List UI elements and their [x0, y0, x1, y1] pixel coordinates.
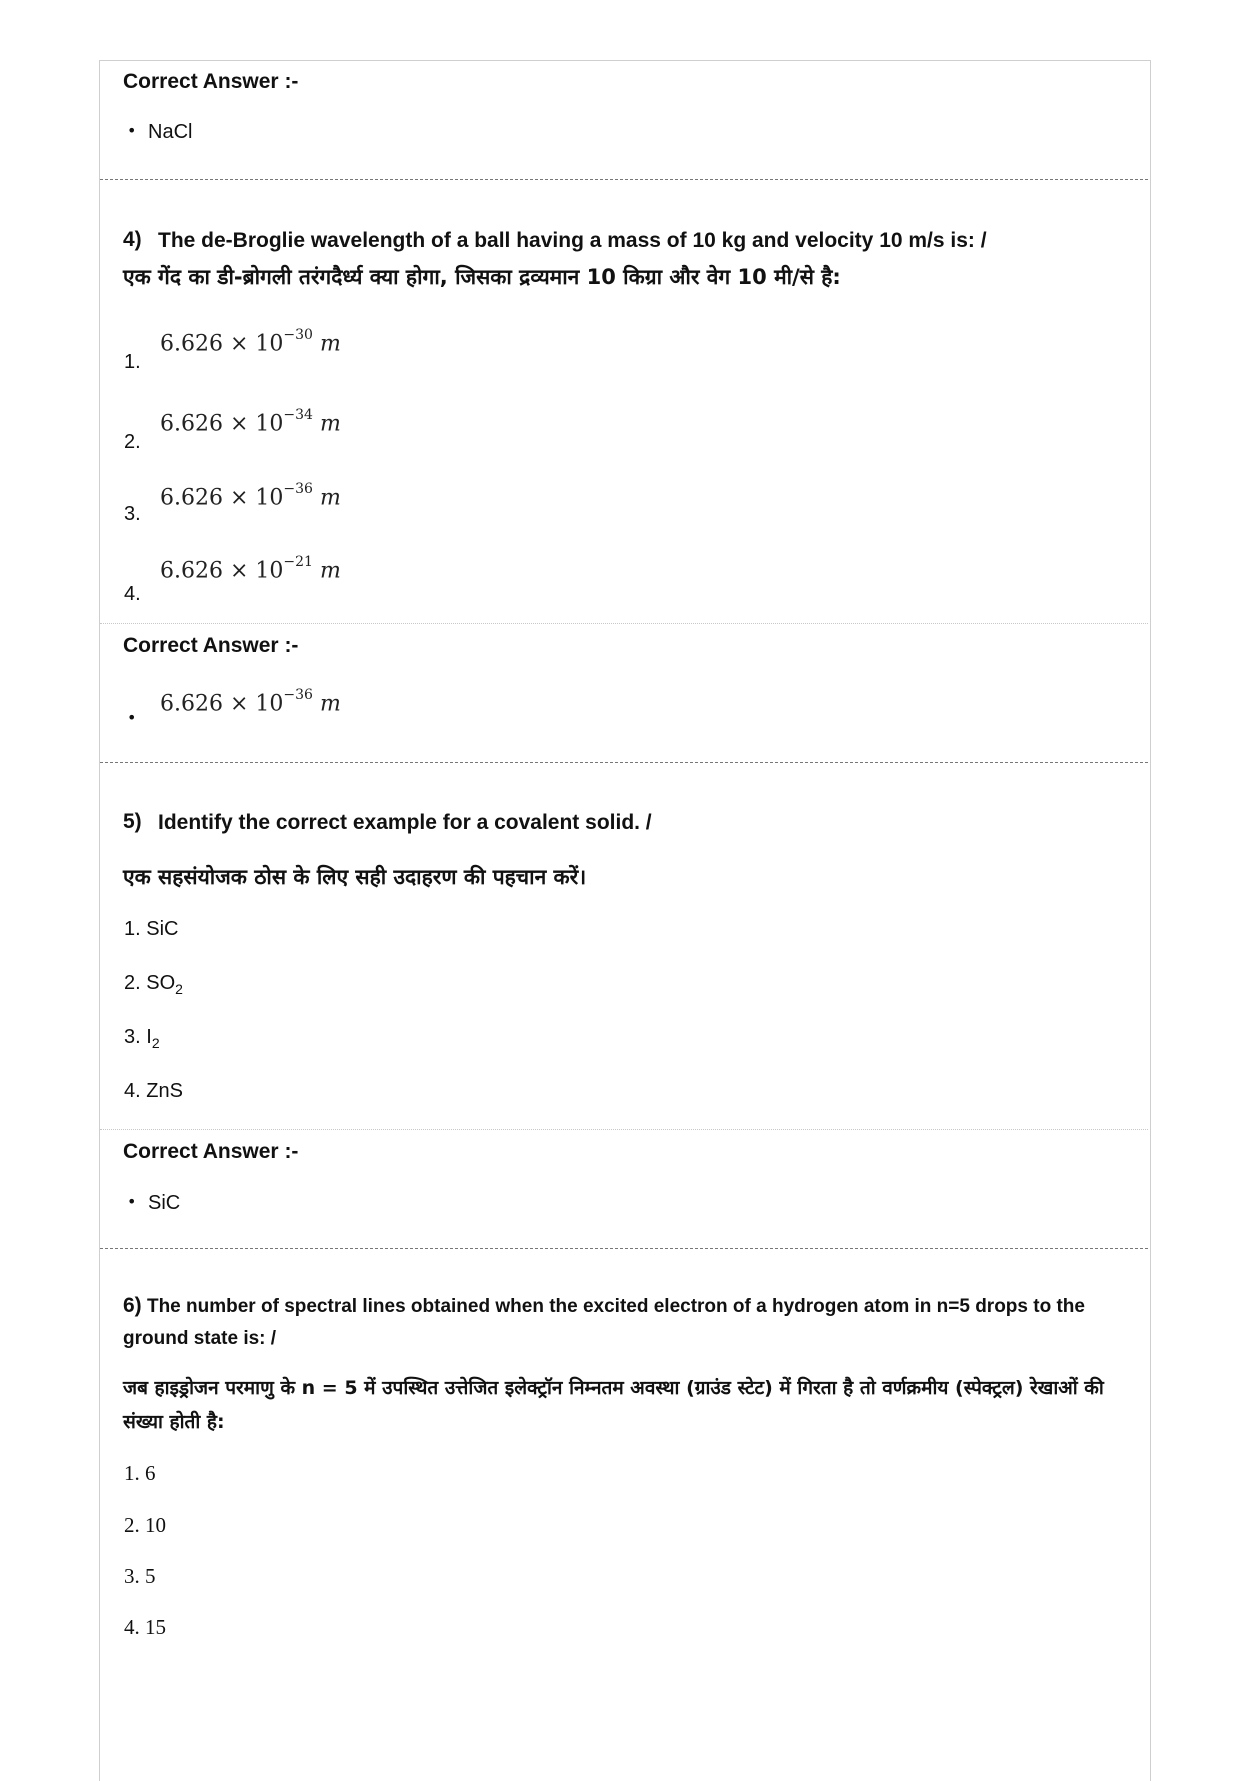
question-text-en: 6) The number of spectral lines obtained when the excited electron of a hydrogen atom in n=5 drops to the ground state is: /: [123, 1294, 1085, 1349]
option-item: 1. 6: [124, 1461, 156, 1485]
option-item: 4. ZnS: [124, 1080, 183, 1102]
answer-divider: [100, 1129, 1148, 1130]
option-item: 2. 10: [124, 1513, 166, 1537]
option-number: 1.: [124, 351, 141, 373]
correct-answer-label: Correct Answer :-: [123, 1140, 299, 1163]
option-formula: $6.626 \times 10^{-34}$ m: [160, 407, 341, 437]
option-formula: $6.626 \times 10^{-21}$ m: [160, 554, 341, 584]
answer-bullet: •: [127, 708, 137, 727]
option-item: 2. $SO_2$: [124, 972, 183, 997]
question-number: 6): [123, 1294, 142, 1317]
option-item: 3. 5: [124, 1564, 156, 1588]
question-text-en: Identify the correct example for a covalent solid. /: [158, 811, 652, 834]
option-formula: $6.626 \times 10^{-36}$ m: [160, 481, 341, 511]
correct-answer-label: Correct Answer :-: [123, 634, 299, 657]
question-number: 5): [123, 810, 142, 833]
option-number: 3.: [124, 503, 141, 525]
page-frame: [99, 60, 1151, 1781]
question-text-en: The de-Broglie wavelength of a ball having a mass of 10 kg and velocity 10 m/s is: /: [158, 229, 987, 252]
question-separator: [100, 1248, 1148, 1249]
option-number: 4.: [124, 583, 141, 605]
correct-answer-value: NaCl: [148, 121, 193, 143]
question-text-hi: एक गेंद का डी-ब्रोगली तरंगदैर्ध्य क्या होगा, जिसका द्रव्यमान 10 किग्रा और वेग 10 मी/से है:: [123, 265, 841, 289]
correct-answer-formula: $6.626 \times 10^{-36}$ m: [160, 687, 341, 717]
option-item: 1. SiC: [124, 918, 179, 940]
answer-divider: [100, 623, 1148, 624]
question-number: 4): [123, 228, 142, 251]
question-separator: [100, 762, 1148, 763]
option-formula: $6.626 \times 10^{-30}$ m: [160, 327, 341, 357]
option-item: 4. 15: [124, 1615, 166, 1639]
answer-bullet: •: [127, 1192, 137, 1211]
question-text-hi: जब हाइड्रोजन परमाणु के n = 5 में उपस्थित उत्तेजित इलेक्ट्रॉन निम्नतम अवस्था (ग्राउंड स्टेट) में गिरता है तो वर्णक्रमीय (स्पेक्ट्रल) रेखाओं की संख्या होती है:: [123, 1377, 1104, 1433]
option-item: 3. $I_2$: [124, 1026, 160, 1051]
question-text-hi: एक सहसंयोजक ठोस के लिए सही उदाहरण की पहचान करें।: [123, 865, 587, 889]
option-number: 2.: [124, 431, 141, 453]
correct-answer-value: SiC: [148, 1192, 181, 1214]
correct-answer-label: Correct Answer :-: [123, 70, 299, 93]
question-separator: [100, 179, 1148, 180]
answer-bullet: •: [127, 121, 137, 140]
